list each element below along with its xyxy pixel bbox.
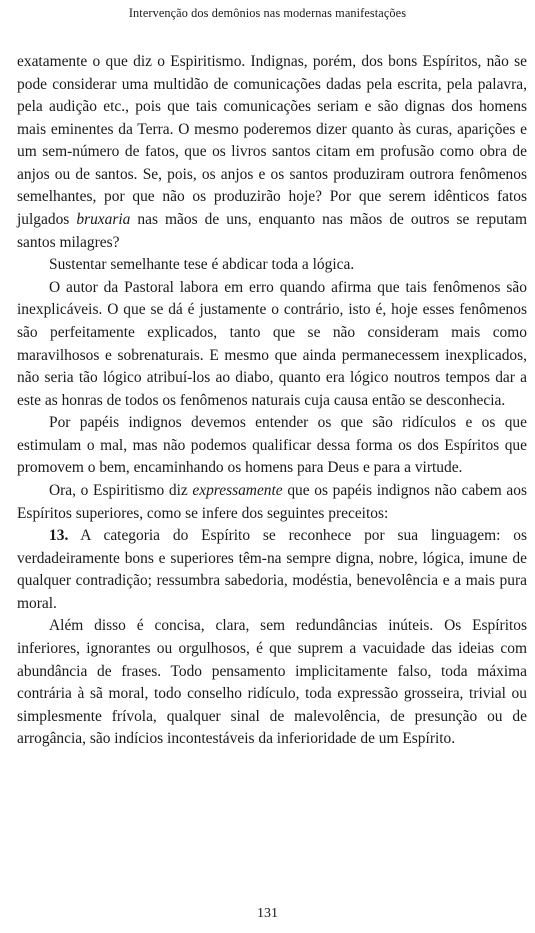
text-run: que os papéis indignos não cabem aos Espíritos superiores, como se infere dos seguintes preceitos: (17, 481, 527, 522)
italic-term-bruxaria: bruxaria (76, 211, 131, 229)
body-text (17, 51, 527, 751)
text-run: A categoria do Espírito se reconhece por sua linguagem: os verdadeiramente bons e superiores têm-na sempre digna, nobre, lógica, imune de qualquer contradição; ressumbra sabedoria, modéstia, benevolência e a mais pura moral. (17, 527, 527, 612)
paragraph: Sustentar semelhante tese é abdicar toda a lógica. (49, 256, 355, 274)
text-run: Ora, o Espiritismo diz (49, 481, 193, 499)
paragraph-continued (17, 51, 527, 254)
paragraph (17, 480, 527, 525)
paragraph: Além disso é concisa, clara, sem redundâncias inúteis. Os Espíritos inferiores, ignorantes ou orgulhosos, é que suprem a vacuidade das ideias com abundância de frases. Todo pensamento implicitamente falso, toda máxima contrária à sã moral, todo conselho ridículo, toda expressão grosseira, trivial ou simplesmente frívola, qualquer sinal de malevolência, de presunção ou de arrogância, são indícios incontestáveis da inferioridade de um Espírito. (17, 617, 527, 748)
paragraph: Por papéis indignos devemos entender os que são ridículos e os que estimulam o mal, mas não podemos qualificar dessa forma os dos Espíritos que promovem o bem, encaminhando os homens para Deus e para a virtude. (17, 414, 527, 477)
text-run: exatamente o que diz o Espiritismo. Indignas, porém, dos bons Espíritos, não se pode considerar uma multidão de comunicações dadas pela escrita, pela palavra, pela audição etc., pois que tais comunicações seriam e são dignas dos homens mais eminentes da Terra. O mesmo poderemos dizer quanto às curas, aparições e um sem-número de fatos, que os livros santos citam em profusão como obra de anjos ou de santos. Se, pois, os anjos e os santos produziram outrora fenômenos semelhantes, por que não os produzirão hoje? Por que serem idênticos fatos julgados (17, 53, 527, 229)
numbered-paragraph (17, 525, 527, 615)
text-run: nas mãos de uns, enquanto nas mãos de outros se reputam santos milagres? (17, 211, 527, 251)
running-head: Intervenção dos demônios nas modernas manifestações (128, 6, 407, 20)
item-number: 13. (49, 527, 69, 545)
paragraph: O autor da Pastoral labora em erro quando afirma que tais fenômenos são inexplicáveis. O que se dá é justamente o contrário, isto é, hoje esses fenômenos são perfeitamente explicados, tanto que se não consideram mais como maravilhosos e sobrenaturais. E mesmo que ainda permanecessem inexplicados, não seria tão lógico atribuí-los ao diabo, quanto era lógico noutros tempos dar a este as honras de todos os fenômenos naturais cuja causa então se desconhecia. (17, 278, 527, 409)
italic-term-expressamente: expressamente (192, 481, 283, 499)
page-number: 131 (257, 906, 278, 921)
